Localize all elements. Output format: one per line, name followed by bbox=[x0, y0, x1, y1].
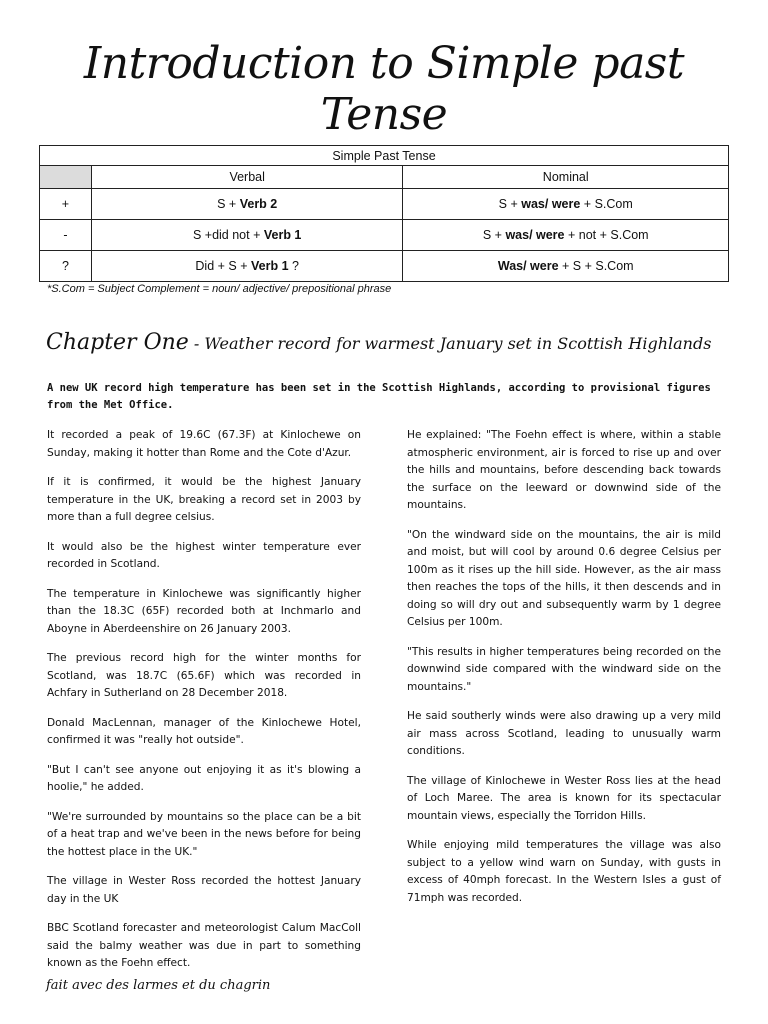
verbal-formula bbox=[91, 220, 403, 251]
simple-past-table bbox=[39, 145, 729, 282]
formula-text: S + bbox=[217, 197, 240, 211]
paragraph: "But I can't see anyone out enjoying it as it's blowing a hoolie," he added. bbox=[47, 763, 361, 793]
formula-keyword: Verb 2 bbox=[239, 197, 278, 211]
formula-keyword: Verb 1 bbox=[263, 228, 302, 242]
nominal-formula bbox=[403, 251, 729, 282]
table-corner-cell bbox=[40, 166, 92, 189]
formula-text: S +did not + bbox=[192, 228, 264, 242]
paragraph: "On the windward side on the mountains, the air is mild and moist, but will cool by around 0.6 degree Celsius per 100m as it rises up the hill side. However, as the air mass then reaches the tops of the hills, it then descends and in doing so will dry out and subsequently warm by 1 degree Celsius per 100m. bbox=[407, 528, 721, 628]
formula-text: Did + S + bbox=[195, 259, 251, 273]
chapter-heading bbox=[46, 330, 711, 355]
header-nominal: Nominal bbox=[403, 166, 729, 189]
table-row bbox=[40, 220, 729, 251]
row-sign: - bbox=[40, 220, 92, 251]
paragraph: It recorded a peak of 19.6C (67.3F) at Kinlochewe on Sunday, making it hotter than Rome and the Cote d'Azur. bbox=[47, 429, 361, 459]
verbal-formula bbox=[91, 189, 403, 220]
chapter-title: - Weather record for warmest January set in Scottish Highlands bbox=[188, 334, 712, 353]
formula-keyword: Verb 1 bbox=[251, 259, 289, 273]
right-column bbox=[407, 427, 721, 919]
formula-text: S + bbox=[482, 228, 506, 242]
formula-keyword: Was/ were bbox=[497, 259, 559, 273]
formula-text: + not + S.Com bbox=[564, 228, 649, 242]
table-footnote: *S.Com = Subject Complement = noun/ adjective/ prepositional phrase bbox=[47, 283, 392, 295]
page-title: Introduction to Simple past Tense bbox=[83, 38, 685, 140]
paragraph: The village in Wester Ross recorded the hottest January day in the UK bbox=[47, 875, 361, 905]
left-column bbox=[47, 427, 361, 985]
nominal-formula bbox=[403, 189, 729, 220]
paragraph: The previous record high for the winter months for Scotland, was 18.7C (65.6F) which was recorded in Achfary in Sutherland on 28 December 2018. bbox=[47, 652, 361, 699]
paragraph: Donald MacLennan, manager of the Kinlochewe Hotel, confirmed it was "really hot outside". bbox=[47, 716, 361, 746]
paragraph: "We're surrounded by mountains so the place can be a bit of a heat trap and we've been in the news before for being the hottest place in the UK." bbox=[47, 810, 361, 858]
chapter-label: Chapter One bbox=[46, 330, 189, 355]
formula-text: + S + S.Com bbox=[558, 259, 634, 273]
lead-paragraph: A new UK record high temperature has been set in the Scottish Highlands, according to provisional figures from the Met Office. bbox=[47, 382, 711, 411]
table-row bbox=[40, 251, 729, 282]
formula-keyword: was/ were bbox=[521, 197, 581, 211]
paragraph: "This results in higher temperatures being recorded on the downwind side compared with the windward side on the mountains." bbox=[407, 645, 721, 693]
table-caption: Simple Past Tense bbox=[40, 146, 729, 166]
formula-text: ? bbox=[288, 259, 299, 273]
paragraph: He said southerly winds were also drawing up a very mild air mass across Scotland, leading to unusually warm conditions. bbox=[407, 710, 721, 757]
paragraph: He explained: "The Foehn effect is where, within a stable atmospheric environment, air is forced to rise up and over the hills and mountains, before descending back towards the surface on the leeward or downwind side of the mountains. bbox=[407, 429, 721, 511]
formula-keyword: was/ were bbox=[505, 228, 565, 242]
header-verbal: Verbal bbox=[91, 166, 403, 189]
formula-text: + S.Com bbox=[580, 197, 633, 211]
row-sign: ? bbox=[40, 251, 92, 282]
formula-text: S + bbox=[498, 197, 522, 211]
nominal-formula bbox=[403, 220, 729, 251]
row-sign: + bbox=[40, 189, 92, 220]
paragraph: It would also be the highest winter temperature ever recorded in Scotland. bbox=[47, 540, 361, 570]
verbal-formula bbox=[91, 251, 403, 282]
paragraph: The temperature in Kinlochewe was significantly higher than the 18.3C (65F) recorded both at Inchmarlo and Aboyne in Aberdeenshire on 26 January 2003. bbox=[47, 587, 361, 635]
signature: fait avec des larmes et du chagrin bbox=[46, 978, 271, 993]
paragraph: While enjoying mild temperatures the village was also subject to a yellow wind warn on Sunday, with gusts in excess of 40mph forecast. In the Western Isles a gust of 71mph was recorded. bbox=[407, 839, 721, 904]
paragraph: The village of Kinlochewe in Wester Ross lies at the head of Loch Maree. The area is known for its spectacular mountain views, especially the Torridon Hills. bbox=[407, 774, 721, 822]
table-row bbox=[40, 189, 729, 220]
paragraph: If it is confirmed, it would be the highest January temperature in the UK, breaking a record set in 2003 by more than a full degree celsius. bbox=[47, 476, 361, 523]
paragraph: BBC Scotland forecaster and meteorologist Calum MacColl said the balmy weather was due in part to something known as the Foehn effect. bbox=[47, 922, 361, 969]
